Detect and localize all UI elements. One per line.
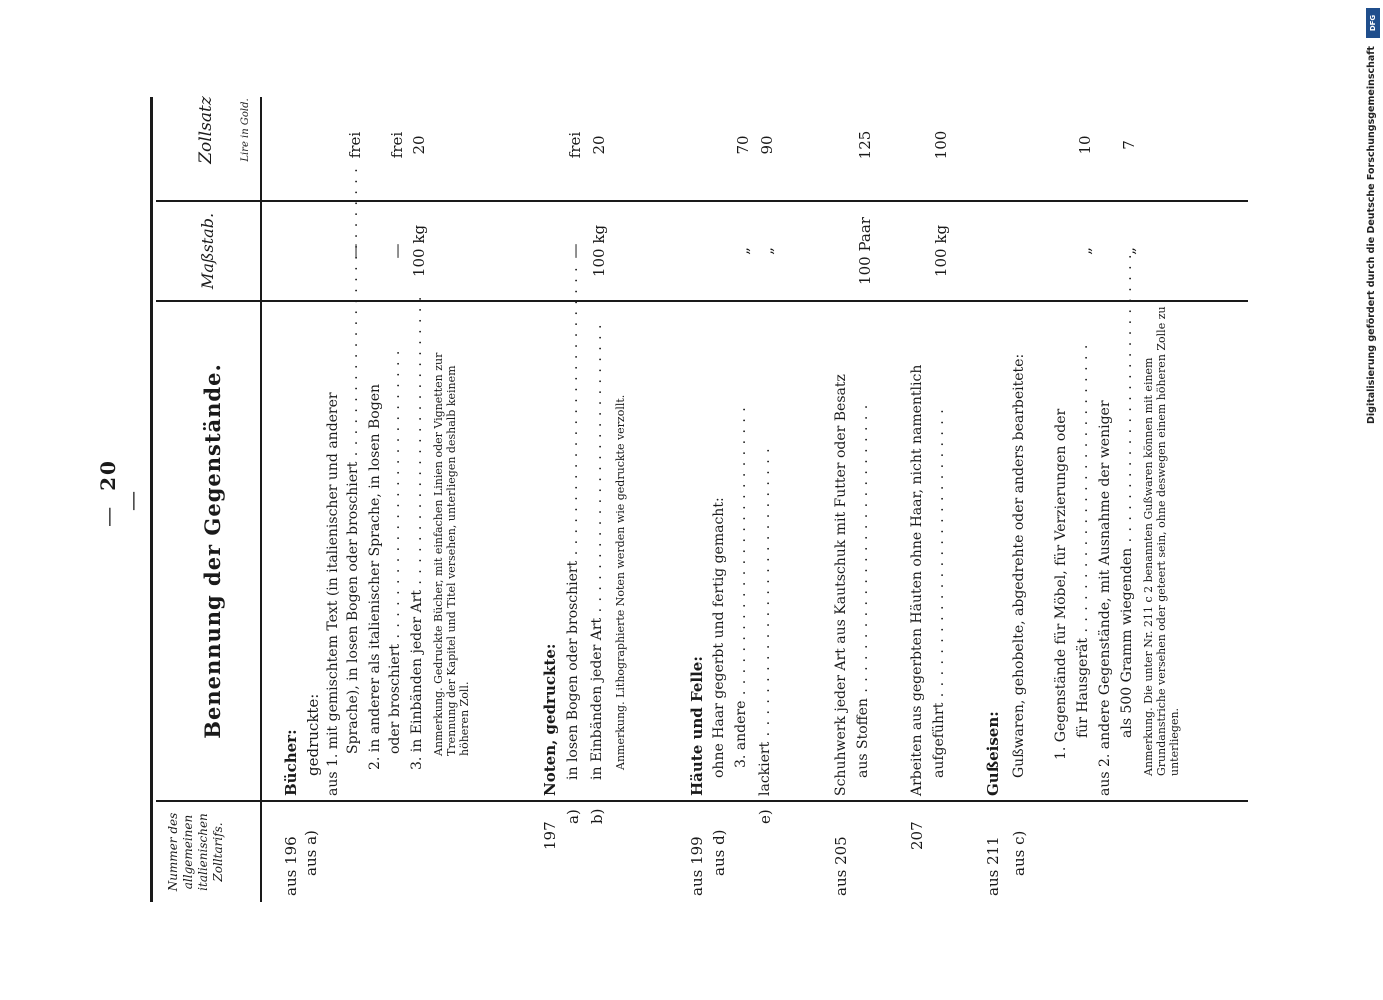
rate-guss-1: 10 <box>1076 135 1094 155</box>
page-number-value: 20 <box>96 459 120 491</box>
tariff-196: aus 196 <box>282 836 300 896</box>
note-noten: Anmerkung. Lithographierte Noten werden wie gedruckte verzollt. <box>614 394 627 770</box>
col-rule-1 <box>156 801 1248 803</box>
section-gusseisen: Gußeisen: <box>984 711 1002 796</box>
item-schuhwerk: Schuhwerk jeder Art aus Kautschuk mit Futter oder Besatz <box>833 374 849 796</box>
item-haeute-lackiert: lackiert . . . <box>758 447 772 796</box>
rate-b2: frei <box>388 131 406 159</box>
dfg-logo <box>1366 8 1380 38</box>
unit-noten-a: — <box>566 243 584 259</box>
unit-arbeiten: 100 kg <box>932 224 950 278</box>
page-number <box>96 440 144 560</box>
dfg-credit <box>1366 44 1378 424</box>
unit-b1: — <box>346 243 364 259</box>
tariff-199d: aus d) <box>710 829 728 876</box>
unit-haeute-lackiert: „ <box>758 247 776 255</box>
section-noten: Noten, gedruckte: <box>541 643 559 796</box>
subsection-gusswaren: Gußwaren, gehobelte, abgedrehte oder anders bearbeitete: <box>1011 353 1027 778</box>
item-b1: aus 1. mit gemischtem Text (in italienischer und anderer <box>325 392 341 796</box>
dfg-logo-text: DFG <box>1369 14 1377 32</box>
item-schuhwerk-cont: aus Stoffen . . . <box>856 404 870 778</box>
header-tariff-number: Nummer des allgemeinen italienischen Zolltarifs. <box>166 812 225 892</box>
section-buecher: Bücher: <box>282 729 300 796</box>
item-guss-2-cont: als 500 Gramm wiegenden . . . <box>1120 254 1134 738</box>
item-noten-b: in Einbänden jeder Art . . . <box>590 324 604 780</box>
tariff-205: aus 205 <box>832 836 850 896</box>
tariff-211c: aus c) <box>1010 830 1028 876</box>
item-b1-cont: Sprache), in losen Bogen oder broschiert . . . <box>346 167 360 754</box>
item-noten-a: in losen Bogen oder broschiert . . . <box>566 266 580 780</box>
subsection-gedruckte: gedruckte: <box>304 693 322 776</box>
header-description: Benennung der Gegenstände. <box>200 363 225 739</box>
tariff-196a: aus a) <box>302 830 320 876</box>
item-guss-1-cont: für Hausgerät . . . <box>1076 344 1090 738</box>
unit-guss-1: „ <box>1076 247 1094 255</box>
rate-arbeiten: 100 <box>932 130 950 160</box>
rate-b1: frei <box>346 131 364 159</box>
tariff-211: aus 211 <box>984 836 1002 896</box>
item-arbeiten: Arbeiten aus gegerbten Häuten ohne Haar, nicht namentlich <box>909 364 925 796</box>
tariff-197: 197 <box>541 821 559 850</box>
item-b2: 2. in anderer als italienischer Sprache, in losen Bogen <box>367 384 383 770</box>
rate-guss-2: 7 <box>1120 140 1138 150</box>
item-guss-1: 1. Gegenstände für Möbel, für Verzierungen oder <box>1053 408 1069 760</box>
note-buecher: Anmerkung. Gedruckte Bücher, mit einfachen Linien oder Vignetten zur Trennung der Kapitel und Titel versehen, unterliegen deshalb keinem höheren Zoll. <box>432 352 472 756</box>
unit-guss-2: „ <box>1120 247 1138 255</box>
rate-haeute-3: 70 <box>734 135 752 155</box>
note-gusswaren: Anmerkung. Die unter Nr. 211 c 2 benannten Gußwaren können mit einem Grundanstriche versehen oder geteert sein, ohne deswegen einem höheren Zolle zu unterliegen. <box>1142 306 1182 776</box>
rate-schuhwerk: 125 <box>856 130 874 160</box>
tariff-199: aus 199 <box>688 836 706 896</box>
item-haeute-3: 3. andere . . . <box>734 406 748 768</box>
dfg-credit-text: Digitalisierung gefördert durch die Deutsche Forschungsgemeinschaft <box>1366 46 1377 424</box>
unit-haeute-3: „ <box>734 247 752 255</box>
section-haeute: Häute und Felle: <box>688 656 706 796</box>
tariff-199e: e) <box>756 809 774 824</box>
rate-b3: 20 <box>410 135 428 155</box>
unit-noten-b: 100 kg <box>590 224 608 278</box>
subsection-haeute: ohne Haar gegerbt und fertig gemacht: <box>711 497 727 778</box>
item-arbeiten-cont: aufgeführt . . . <box>932 408 946 778</box>
header-unit: Maßstab. <box>198 212 217 290</box>
header-bottom-rule <box>260 97 262 902</box>
rate-noten-a: frei <box>566 131 584 159</box>
tariff-197b: b) <box>588 808 606 824</box>
rate-haeute-lackiert: 90 <box>758 135 776 155</box>
item-b3: 3. in Einbänden jeder Art . . . <box>410 296 424 770</box>
unit-schuhwerk: 100 Paar <box>856 217 874 285</box>
dash-left: — <box>96 504 120 527</box>
item-b2-cont: oder broschiert . . . <box>388 350 402 754</box>
header-rate: Zollsatz <box>196 96 216 164</box>
header-rate-unit: Lire in Gold. <box>240 98 251 162</box>
dash-right: — <box>120 489 144 511</box>
item-guss-2: aus 2. andere Gegenstände, mit Ausnahme der weniger <box>1097 400 1113 796</box>
unit-b3: 100 kg <box>410 224 428 278</box>
unit-b2: — <box>388 243 406 259</box>
tariff-207: 207 <box>908 821 926 850</box>
tariff-197a: a) <box>564 809 582 824</box>
top-rule <box>150 97 153 902</box>
rate-noten-b: 20 <box>590 135 608 155</box>
